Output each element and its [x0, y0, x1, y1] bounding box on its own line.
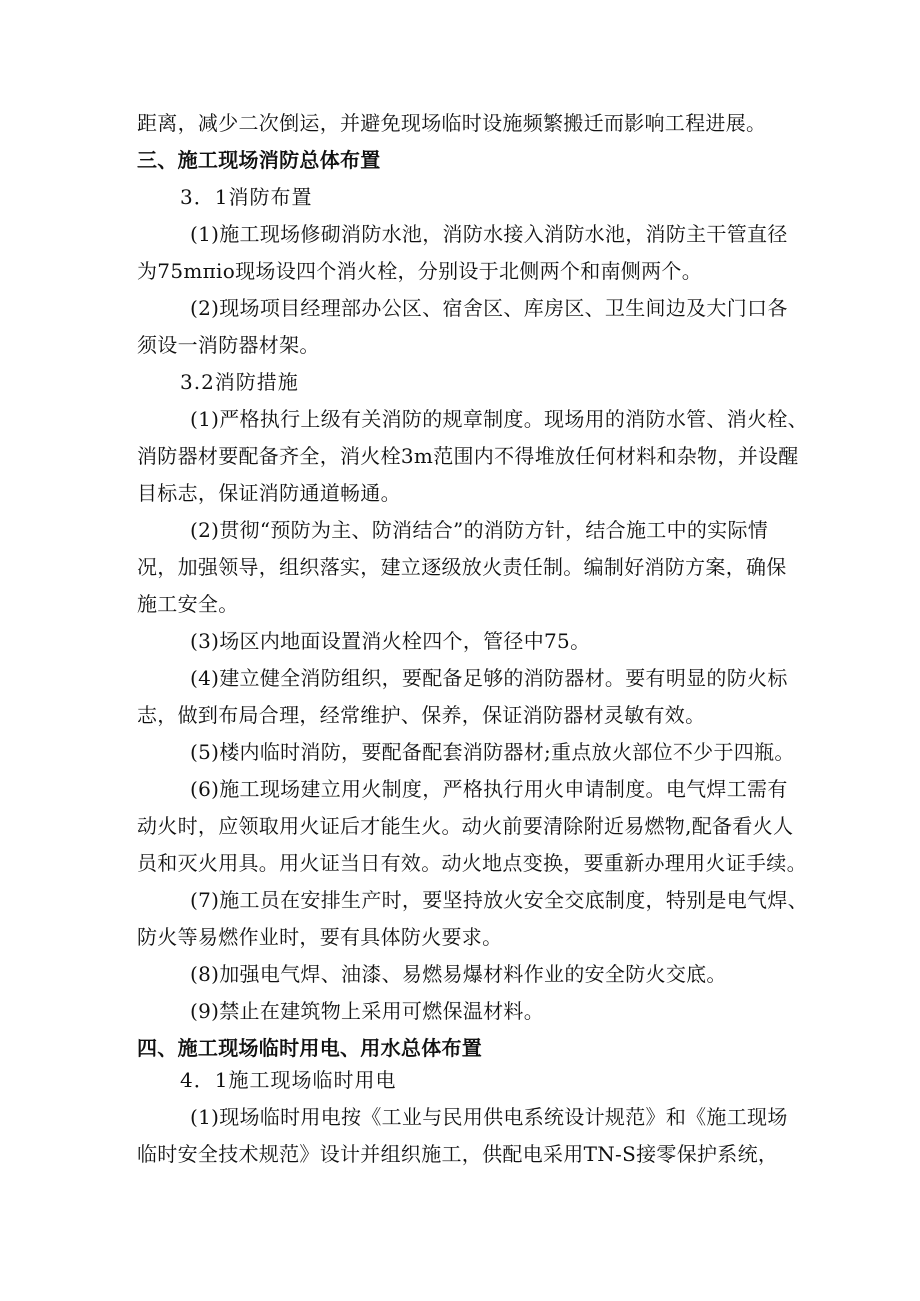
subsection-heading-3-2: 3.2消防措施: [180, 370, 299, 394]
body-text-line: 志，做到布局合理，经常维护、保养，保证消防器材灵敏有效。: [137, 703, 706, 727]
body-text-line: (9)禁止在建筑物上采用可燃保温材料。: [190, 999, 545, 1023]
subsection-heading-4-1: 4．1施工现场临时用电: [180, 1068, 397, 1092]
section-heading-3: 三、施工现场消防总体布置: [137, 148, 381, 172]
body-text-line: (2)现场项目经理部办公区、宿舍区、库房区、卫生间边及大门口各: [190, 296, 788, 320]
body-text-line: 施工安全。: [137, 592, 239, 616]
body-text-line: (1)现场临时用电按《工业与民用供电系统设计规范》和《施工现场: [190, 1105, 788, 1129]
body-text-line: 况，加强领导，组织落实，建立逐级放火责任制。编制好消防方案，确保: [137, 555, 787, 579]
body-text-line: (1)严格执行上级有关消防的规章制度。现场用的消防水管、消火栓、: [190, 407, 808, 431]
section-heading-4: 四、施工现场临时用电、用水总体布置: [137, 1036, 483, 1060]
body-text-line: (2)贯彻“预防为主、防消结合”的消防方针，结合施工中的实际情: [190, 518, 769, 542]
body-text-line: (7)施工员在安排生产时，要坚持放火安全交底制度，特别是电气焊、: [190, 888, 808, 912]
subsection-heading-3-1: 3．1消防布置: [180, 185, 313, 209]
body-text-line: 临时安全技术规范》设计并组织施工，供配电采用TN-S接零保护系统，: [137, 1142, 779, 1166]
body-text-line: (8)加强电气焊、油漆、易燃易爆材料作业的安全防火交底。: [190, 962, 727, 986]
body-text-line: (4)建立健全消防组织，要配备足够的消防器材。要有明显的防火标: [190, 666, 788, 690]
body-text-line: 动火时，应领取用火证后才能生火。动火前要清除附近易燃物,配备看火人: [137, 814, 794, 838]
body-text-line: 防火等易燃作业时，要有具体防火要求。: [137, 925, 503, 949]
body-text-line: 距离，减少二次倒运，并避免现场临时设施频繁搬迁而影响工程进展。: [137, 111, 767, 135]
body-text-line: (5)楼内临时消防，要配备配套消防器材;重点放火部位不少于四瓶。: [190, 740, 795, 764]
body-text-line: (1)施工现场修砌消防水池，消防水接入消防水池，消防主干管直径: [190, 222, 788, 246]
body-text-line: 须设一消防器材架。: [137, 333, 320, 357]
body-text-line: (3)场区内地面设置消火栓四个，管径中75。: [190, 629, 591, 653]
body-text-line: (6)施工现场建立用火制度，严格执行用火申请制度。电气焊工需有: [190, 777, 788, 801]
body-text-line: 员和灭火用具。用火证当日有效。动火地点变换，要重新办理用火证手续。: [137, 851, 807, 875]
body-text-line: 消防器材要配备齐全，消火栓3m范围内不得堆放任何材料和杂物，并设醒: [137, 444, 799, 468]
body-text-line: 为75mπio现场设四个消火栓，分别设于北侧两个和南侧两个。: [137, 259, 702, 283]
body-text-line: 目标志，保证消防通道畅通。: [137, 481, 401, 505]
